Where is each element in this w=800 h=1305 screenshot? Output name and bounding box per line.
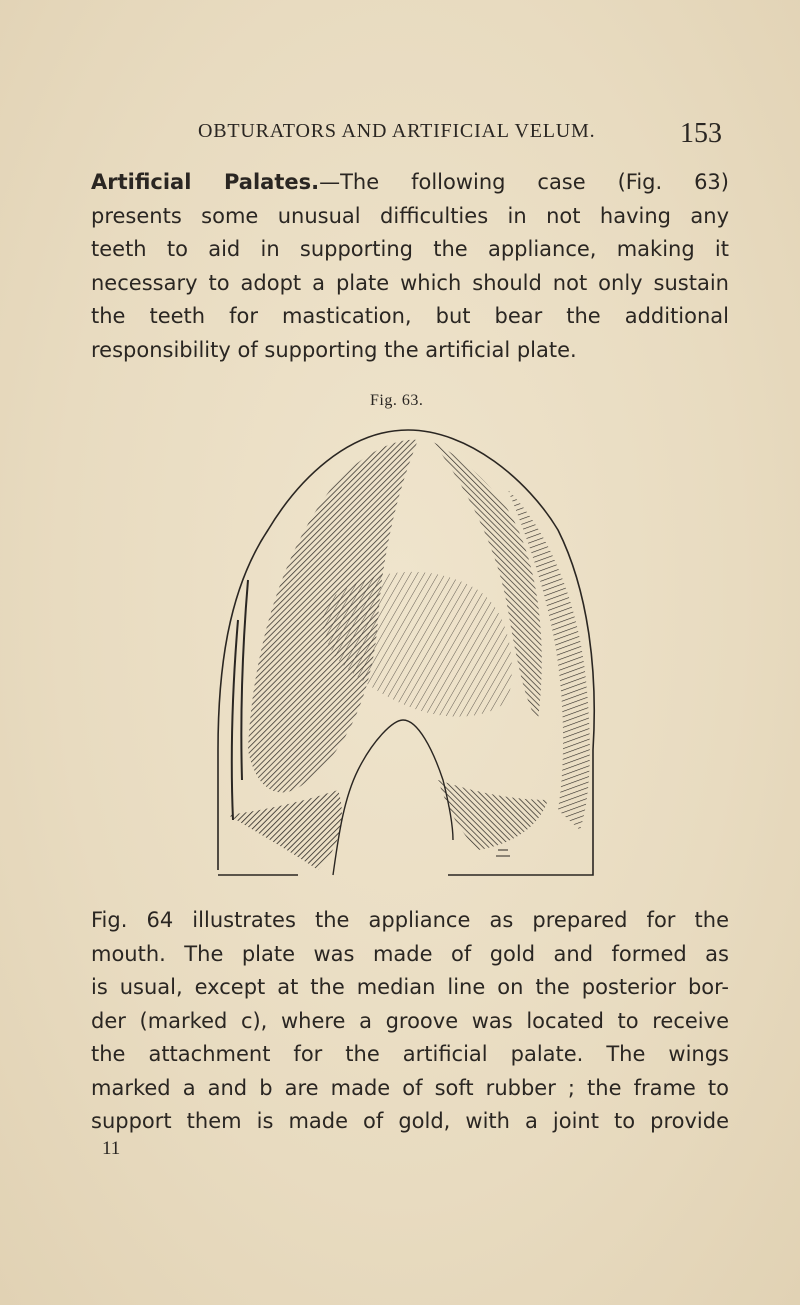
- median-notch: [333, 720, 453, 875]
- figure-caption: Fig. 63.: [370, 392, 424, 409]
- paragraph-line: necessary to adopt a plate which should not only sustain: [91, 270, 729, 295]
- signature-mark: 11: [102, 1138, 121, 1159]
- figure-63-illustration: [208, 420, 608, 890]
- paragraph-fig-64: [91, 904, 729, 1139]
- running-head: [90, 118, 730, 148]
- paragraph-artificial-palates: [91, 166, 729, 367]
- page-number: 153: [680, 118, 722, 149]
- paragraph-line: is usual, except at the median line on the posterior bor-: [91, 975, 729, 999]
- paragraph-line: presents some unusual difficulties in not having any: [91, 203, 729, 228]
- lower-marks: [496, 850, 510, 856]
- left-wing: [228, 790, 342, 870]
- paragraph-line: mouth. The plate was made of gold and formed as: [91, 941, 729, 966]
- run-in-heading: Artificial Palates.: [91, 170, 320, 194]
- paragraph-line: responsibility of supporting the artificial plate.: [91, 337, 577, 362]
- paragraph-line: der (marked c), where a groove was located to receive: [91, 1008, 729, 1033]
- paragraph-line: support them is made of gold, with a joint to provide: [91, 1109, 729, 1133]
- paragraph-line: the teeth for mastication, but bear the additional: [91, 304, 729, 328]
- right-wing: [438, 780, 548, 850]
- left-edge-strokes: [232, 580, 248, 820]
- paragraph-line: Fig. 64 illustrates the appliance as prepared for the: [91, 908, 729, 932]
- paragraph-line: the attachment for the artificial palate. The wings: [91, 1042, 729, 1066]
- paragraph-line: [91, 166, 729, 200]
- paragraph-line: marked a and b are made of soft rubber ; the frame to: [91, 1075, 729, 1100]
- paragraph-line-text: —The following case (Fig. 63): [319, 170, 729, 194]
- paragraph-line: teeth to aid in supporting the appliance, making it: [91, 237, 729, 261]
- running-title: OBTURATORS AND ARTIFICIAL VELUM.: [198, 120, 596, 142]
